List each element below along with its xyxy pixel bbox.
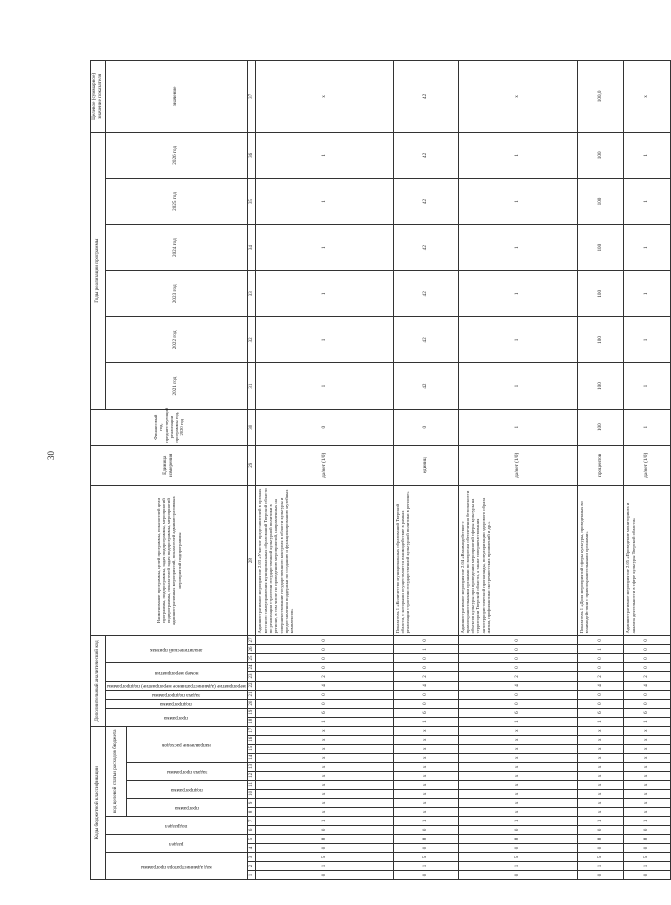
code-cell: 0 xyxy=(577,825,624,834)
code-cell: 0 xyxy=(458,690,577,699)
code-cell: х xyxy=(577,771,624,780)
name-column-header: Наименование программы, целей программы, показателей цели программы, подпрограммы, задач подпрограммы, мероприятий подпрограммы, показателей задач подпрограммы, мероприятий административных мероприятий, показателей административных мероприятий подпрограммы xyxy=(91,485,248,636)
row-name-cell: Административное мероприятие 2.04 «Взаимодействие с правоохранительными органами по вопросам обеспечения безопасности объектов культуры при проведении мероприятий сферы культуры на территории Тверской области, а также совершенствования антитеррористической пропаганды, популяризации здорового образа жизни, профилактики экстремистских проявлений и др.» xyxy=(458,485,577,636)
code-cell: 0 xyxy=(393,690,458,699)
code-cell: х xyxy=(624,744,671,753)
code-cell: 0 xyxy=(458,645,577,654)
code-cell: 1 xyxy=(624,816,671,825)
code-cell: х xyxy=(458,798,577,807)
code-cell: 1 xyxy=(393,816,458,825)
code-cell: 0 xyxy=(393,843,458,852)
code-cell: х xyxy=(256,753,393,762)
row-target-cell: х xyxy=(458,61,577,133)
code-cell: х xyxy=(256,798,393,807)
code-cell: 1 xyxy=(624,717,671,726)
column-number: 6 xyxy=(247,825,256,834)
code-cell: 0 xyxy=(256,825,393,834)
subsection-header: подраздел xyxy=(105,816,247,834)
code-cell: 1 xyxy=(458,861,577,870)
fin-year-column-header: Финансовый год, предшествующий реализации программы год, 2020 год xyxy=(91,409,248,445)
table-row xyxy=(624,61,671,880)
measure-header: мероприятие (административное мероприятие) подпрограммы xyxy=(106,682,246,689)
row-year-value-cell: 100 xyxy=(577,225,624,271)
column-number: 26 xyxy=(247,645,256,654)
code-cell: 0 xyxy=(458,870,577,879)
column-number-row xyxy=(247,61,256,880)
code-cell: 0 xyxy=(458,654,577,663)
row-year-value-cell: 1 xyxy=(624,363,671,409)
row-year-value-cell: 42 xyxy=(393,225,458,271)
code-cell: 0 xyxy=(256,699,393,708)
column-number: 20 xyxy=(247,699,256,708)
row-year-value-cell: 42 xyxy=(393,363,458,409)
code-cell: 2 xyxy=(624,672,671,681)
code-cell: 0 xyxy=(256,843,393,852)
program-table xyxy=(90,60,671,880)
column-number: 14 xyxy=(247,753,256,762)
code-cell: 0 xyxy=(577,870,624,879)
row-name-cell: Показатель 1 «Доля мероприятий сферы культуры, проведенных во взаимодействии с правоохранительными органами» xyxy=(577,485,624,636)
code-cell: 0 xyxy=(256,645,393,654)
row-target-cell: 100,0 xyxy=(577,61,624,133)
years-group-header: Годы реализации программы xyxy=(91,132,106,409)
column-number: 24 xyxy=(247,663,256,672)
code-cell: х xyxy=(256,735,393,744)
code-cell: х xyxy=(458,753,577,762)
code-cell: 5 xyxy=(458,852,577,861)
year-2026-header: 2026 год xyxy=(105,132,247,178)
row-year-value-cell: 1 xyxy=(624,225,671,271)
row-year-value-cell: 1 xyxy=(624,317,671,363)
code-cell: х xyxy=(393,798,458,807)
code-cell: 1 xyxy=(256,816,393,825)
column-number: 17 xyxy=(247,726,256,735)
row-year-value-cell: 1 xyxy=(458,363,577,409)
code-cell: 4 xyxy=(458,681,577,690)
code-cell: 8 xyxy=(624,834,671,843)
column-number: 21 xyxy=(247,690,256,699)
code-cell: 1 xyxy=(393,717,458,726)
column-number: 23 xyxy=(247,672,256,681)
code-cell: 0 xyxy=(577,843,624,852)
column-number: 8 xyxy=(247,807,256,816)
code-cell: 0 xyxy=(624,870,671,879)
code-cell: 5 xyxy=(393,852,458,861)
code-cell: х xyxy=(624,798,671,807)
column-number: 37 xyxy=(247,61,256,133)
row-fin-year-cell: 0 xyxy=(256,409,393,445)
analytic-sign-header: аналитический признак xyxy=(105,636,247,663)
code-cell: х xyxy=(624,726,671,735)
code-cell: 0 xyxy=(393,825,458,834)
code-cell: х xyxy=(393,780,458,789)
code-cell: х xyxy=(624,771,671,780)
column-number: 34 xyxy=(247,225,256,271)
row-unit-cell: процентов xyxy=(577,445,624,485)
code-cell: 0 xyxy=(624,690,671,699)
row-year-value-cell: 1 xyxy=(624,132,671,178)
code-cell: х xyxy=(577,744,624,753)
row-target-cell: 42 xyxy=(393,61,458,133)
row-fin-year-cell: 1 xyxy=(458,409,577,445)
table-row xyxy=(256,61,393,880)
code-cell: 0 xyxy=(458,843,577,852)
column-number: 10 xyxy=(247,789,256,798)
code-cell: х xyxy=(458,744,577,753)
code-cell: 1 xyxy=(393,861,458,870)
code-cell: х xyxy=(577,780,624,789)
measure-number-header: номер мероприятия xyxy=(105,663,247,681)
code-cell: х xyxy=(577,762,624,771)
code-cell: х xyxy=(393,735,458,744)
code-cell: х xyxy=(458,735,577,744)
code-cell: 6 xyxy=(393,708,458,717)
code-cell: 0 xyxy=(624,654,671,663)
column-number: 5 xyxy=(247,834,256,843)
row-year-value-cell: 1 xyxy=(256,178,393,224)
code-cell: х xyxy=(393,762,458,771)
code-cell: х xyxy=(624,780,671,789)
code-cell: х xyxy=(577,798,624,807)
code-cell: 0 xyxy=(577,663,624,672)
row-year-value-cell: 100 xyxy=(577,178,624,224)
code-cell: х xyxy=(393,726,458,735)
code-cell: 6 xyxy=(256,708,393,717)
code-cell: х xyxy=(256,807,393,816)
code-cell: 2 xyxy=(393,672,458,681)
code-cell: 0 xyxy=(256,663,393,672)
column-number: 18 xyxy=(247,717,256,726)
code-cell: 0 xyxy=(624,636,671,645)
unit-column-header: Единица измерения xyxy=(91,445,248,485)
row-year-value-cell: 1 xyxy=(256,132,393,178)
row-unit-cell: да/нет (1/0) xyxy=(624,445,671,485)
row-fin-year-cell: 0 xyxy=(393,409,458,445)
row-unit-cell: да/нет (1/0) xyxy=(256,445,393,485)
column-number: 4 xyxy=(247,843,256,852)
code-cell: 1 xyxy=(458,717,577,726)
column-number: 35 xyxy=(247,178,256,224)
code-cell: 0 xyxy=(577,636,624,645)
column-number: 29 xyxy=(247,445,256,485)
column-number: 13 xyxy=(247,762,256,771)
code-cell: 0 xyxy=(393,636,458,645)
row-fin-year-cell: 1 xyxy=(624,409,671,445)
year-2022-header: 2022 год xyxy=(105,317,247,363)
code-cell: 0 xyxy=(256,636,393,645)
column-number: 25 xyxy=(247,654,256,663)
code-cell: 0 xyxy=(256,690,393,699)
code-cell: х xyxy=(256,771,393,780)
code-cell: х xyxy=(458,762,577,771)
code-cell: 0 xyxy=(577,654,624,663)
row-year-value-cell: 1 xyxy=(256,317,393,363)
code-cell: х xyxy=(393,744,458,753)
row-year-value-cell: 1 xyxy=(458,317,577,363)
code-cell: х xyxy=(577,789,624,798)
code-cell: 8 xyxy=(393,834,458,843)
target-article-header: код целевой статьи расходов бюджета xyxy=(105,726,126,816)
code-cell: 1 xyxy=(624,861,671,870)
year-2023-header: 2023 год xyxy=(105,271,247,317)
row-name-cell: Административное мероприятие 2.03 «Участие представителей в органах местного самоуправления муниципальных образований Тверской области по реализации стратегии государственной культурной политики в регионе, в том числе по проведению мероприятий, направленных на совершенствование государственного контроля в области культуры и предоставления поддержки по созданию и функционированию музейных комплексов» xyxy=(256,485,393,636)
code-cell: х xyxy=(458,726,577,735)
row-year-value-cell: 1 xyxy=(458,225,577,271)
table-row xyxy=(458,61,577,880)
code-cell: 0 xyxy=(624,699,671,708)
code-cell: х xyxy=(458,789,577,798)
year-2025-header: 2025 год xyxy=(105,178,247,224)
code-cell: 0 xyxy=(624,843,671,852)
column-number: 31 xyxy=(247,363,256,409)
row-unit-cell: единиц xyxy=(393,445,458,485)
row-year-value-cell: 100 xyxy=(577,363,624,409)
column-number: 16 xyxy=(247,735,256,744)
column-number: 30 xyxy=(247,409,256,445)
code-cell: х xyxy=(256,744,393,753)
row-year-value-cell: 1 xyxy=(458,178,577,224)
code-cell: х xyxy=(256,762,393,771)
code-cell: х xyxy=(624,789,671,798)
target-group-header: Целевое (суммарное) значение показателя xyxy=(91,61,106,133)
code-cell: 0 xyxy=(458,825,577,834)
row-year-value-cell: 42 xyxy=(393,271,458,317)
column-number: 11 xyxy=(247,780,256,789)
row-year-value-cell: 100 xyxy=(577,132,624,178)
code-cell: 4 xyxy=(256,681,393,690)
program2-header: программа xyxy=(105,708,247,726)
task-subprogram-header: задача подпрограммы xyxy=(105,690,247,699)
extra-code-group-header: Дополнительный аналитический код xyxy=(91,636,106,726)
column-number: 2 xyxy=(247,861,256,870)
code-cell: 2 xyxy=(458,672,577,681)
row-target-cell: х xyxy=(256,61,393,133)
code-cell: х xyxy=(256,726,393,735)
code-cell: 0 xyxy=(393,870,458,879)
column-number: 19 xyxy=(247,708,256,717)
code-cell: 0 xyxy=(624,645,671,654)
code-cell: х xyxy=(458,807,577,816)
code-cell: 1 xyxy=(458,816,577,825)
code-cell: х xyxy=(624,807,671,816)
code-cell: х xyxy=(577,807,624,816)
code-cell: х xyxy=(624,753,671,762)
admin-code-header: код администратора программы xyxy=(105,852,247,879)
row-year-value-cell: 100 xyxy=(577,271,624,317)
task-program-header: задача программы xyxy=(126,762,247,780)
code-cell: 1 xyxy=(577,717,624,726)
code-cell: 4 xyxy=(624,681,671,690)
year-2021-header: 2021 год xyxy=(105,363,247,409)
row-year-value-cell: 42 xyxy=(393,178,458,224)
code-cell: х xyxy=(393,753,458,762)
codes-group-header: Коды бюджетной классификации xyxy=(91,726,106,879)
code-cell: 1 xyxy=(577,816,624,825)
column-number: 9 xyxy=(247,798,256,807)
code-cell: 2 xyxy=(577,672,624,681)
code-cell: 8 xyxy=(256,834,393,843)
row-year-value-cell: 1 xyxy=(624,178,671,224)
column-number: 7 xyxy=(247,816,256,825)
column-number: 36 xyxy=(247,132,256,178)
column-number: 22 xyxy=(247,681,256,690)
section-header: раздел xyxy=(105,834,247,852)
code-cell: 4 xyxy=(577,681,624,690)
target-value-header: значение xyxy=(105,61,247,133)
code-cell: 6 xyxy=(624,708,671,717)
row-year-value-cell: 1 xyxy=(458,271,577,317)
code-cell: 0 xyxy=(577,690,624,699)
row-year-value-cell: 42 xyxy=(393,317,458,363)
code-cell: 5 xyxy=(256,852,393,861)
page-number: 30 xyxy=(46,451,56,460)
row-unit-cell: да/нет (1/0) xyxy=(458,445,577,485)
row-year-value-cell: 1 xyxy=(256,271,393,317)
code-cell: 1 xyxy=(577,645,624,654)
document-sheet xyxy=(90,60,650,880)
row-year-value-cell: 1 xyxy=(256,225,393,271)
header-row-1 xyxy=(91,61,106,880)
code-cell: 0 xyxy=(393,699,458,708)
subprogram2-header: подпрограмма xyxy=(105,699,247,708)
subprogram-header: подпрограмма xyxy=(126,780,247,798)
row-year-value-cell: 100 xyxy=(577,317,624,363)
column-number: 32 xyxy=(247,317,256,363)
row-name-cell: Административное мероприятие 2.05 «Проведение мониторинга и анализа деятельности в сфере культуры Тверской области» xyxy=(624,485,671,636)
direction-header: направление расходов xyxy=(126,726,247,762)
code-cell: 0 xyxy=(458,699,577,708)
table-body xyxy=(256,61,671,880)
column-number: 1 xyxy=(247,870,256,879)
row-year-value-cell: 1 xyxy=(256,363,393,409)
code-cell: х xyxy=(393,807,458,816)
column-number: 33 xyxy=(247,271,256,317)
code-cell: 0 xyxy=(458,636,577,645)
column-number: 12 xyxy=(247,771,256,780)
code-cell: 6 xyxy=(577,708,624,717)
code-cell: х xyxy=(458,780,577,789)
code-cell: х xyxy=(624,735,671,744)
code-cell: х xyxy=(577,753,624,762)
year-2024-header: 2024 год xyxy=(105,225,247,271)
code-cell: 0 xyxy=(256,870,393,879)
code-cell: х xyxy=(256,780,393,789)
code-cell: 0 xyxy=(577,699,624,708)
code-cell: 1 xyxy=(577,861,624,870)
code-cell: 1 xyxy=(393,645,458,654)
code-cell: 5 xyxy=(624,852,671,861)
code-cell: 6 xyxy=(458,708,577,717)
code-cell: х xyxy=(393,789,458,798)
code-cell: 2 xyxy=(256,672,393,681)
code-cell: 4 xyxy=(393,681,458,690)
row-year-value-cell: 1 xyxy=(624,271,671,317)
code-cell: 0 xyxy=(256,654,393,663)
code-cell: 1 xyxy=(256,717,393,726)
code-cell: 5 xyxy=(577,852,624,861)
row-target-cell: х xyxy=(624,61,671,133)
code-cell: х xyxy=(393,771,458,780)
row-name-cell: Показатель 1 «Количество муниципальных образований Тверской области, с которыми осуществляется взаимодействие в рамках реализации стратегии государственной культурной политики в регионе» xyxy=(393,485,458,636)
code-cell: 0 xyxy=(458,663,577,672)
code-cell: 0 xyxy=(393,663,458,672)
table-row xyxy=(393,61,458,880)
code-cell: х xyxy=(624,762,671,771)
code-cell: 8 xyxy=(458,834,577,843)
code-cell: х xyxy=(458,771,577,780)
code-cell: 0 xyxy=(624,663,671,672)
code-cell: х xyxy=(577,726,624,735)
program-header: программа xyxy=(126,798,247,816)
table-row xyxy=(577,61,624,880)
row-fin-year-cell: 100 xyxy=(577,409,624,445)
code-cell: 8 xyxy=(577,834,624,843)
row-year-value-cell: 42 xyxy=(393,132,458,178)
code-cell: 0 xyxy=(393,654,458,663)
code-cell: х xyxy=(256,789,393,798)
column-number: 27 xyxy=(247,636,256,645)
code-cell: 1 xyxy=(256,861,393,870)
column-number: 3 xyxy=(247,852,256,861)
code-cell: х xyxy=(577,735,624,744)
row-year-value-cell: 1 xyxy=(458,132,577,178)
column-number: 28 xyxy=(247,485,256,636)
code-cell: 0 xyxy=(624,825,671,834)
column-number: 15 xyxy=(247,744,256,753)
